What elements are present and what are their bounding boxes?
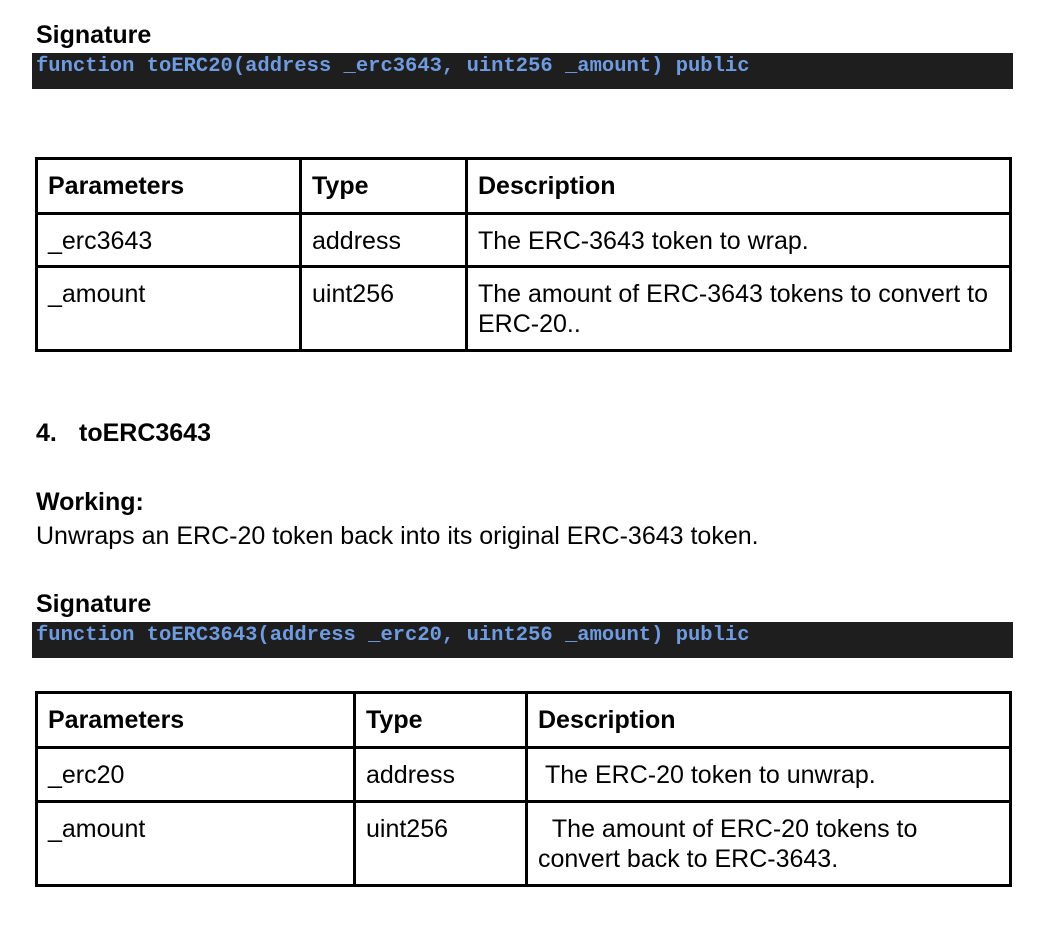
param-type-cell: uint256 xyxy=(301,267,467,351)
table-header-row xyxy=(37,693,1011,748)
param-description-cell: The amount of ERC-20 tokens to convert back to ERC-3643. xyxy=(527,802,1011,886)
working-label: Working: xyxy=(36,488,144,516)
table-row xyxy=(37,214,1011,267)
table-row xyxy=(37,267,1011,351)
header-description: Description xyxy=(527,693,1011,748)
code-block xyxy=(32,622,1013,658)
param-description-cell: The ERC-20 token to unwrap. xyxy=(527,748,1011,802)
header-description: Description xyxy=(467,159,1011,214)
param-type-cell: address xyxy=(355,748,527,802)
param-name-cell: _erc3643 xyxy=(37,214,301,267)
param-name-cell: _amount xyxy=(37,267,301,351)
table-row xyxy=(37,802,1011,886)
parameters-table xyxy=(35,691,1012,887)
section-title: toERC3643 xyxy=(79,419,211,447)
section-heading xyxy=(36,418,211,448)
table-row xyxy=(37,748,1011,802)
signature-heading: Signature xyxy=(36,590,152,618)
header-parameters: Parameters xyxy=(37,159,301,214)
signature-heading: Signature xyxy=(36,21,152,49)
code-block xyxy=(32,53,1013,89)
param-name-cell: _amount xyxy=(37,802,355,886)
param-description-cell: The ERC-3643 token to wrap. xyxy=(467,214,1011,267)
code-signature: function toERC20(address _erc3643, uint256 _amount) public xyxy=(36,55,750,78)
param-name-cell: _erc20 xyxy=(37,748,355,802)
parameters-table xyxy=(35,157,1012,352)
param-type-cell: uint256 xyxy=(355,802,527,886)
table-header-row xyxy=(37,159,1011,214)
section-number: 4. xyxy=(36,419,57,447)
code-signature: function toERC3643(address _erc20, uint256 _amount) public xyxy=(36,624,750,647)
header-type: Type xyxy=(301,159,467,214)
working-description: Unwraps an ERC-20 token back into its original ERC-3643 token. xyxy=(36,522,759,550)
param-description-cell: The amount of ERC-3643 tokens to convert to ERC-20.. xyxy=(467,267,1011,351)
header-parameters: Parameters xyxy=(37,693,355,748)
param-type-cell: address xyxy=(301,214,467,267)
header-type: Type xyxy=(355,693,527,748)
